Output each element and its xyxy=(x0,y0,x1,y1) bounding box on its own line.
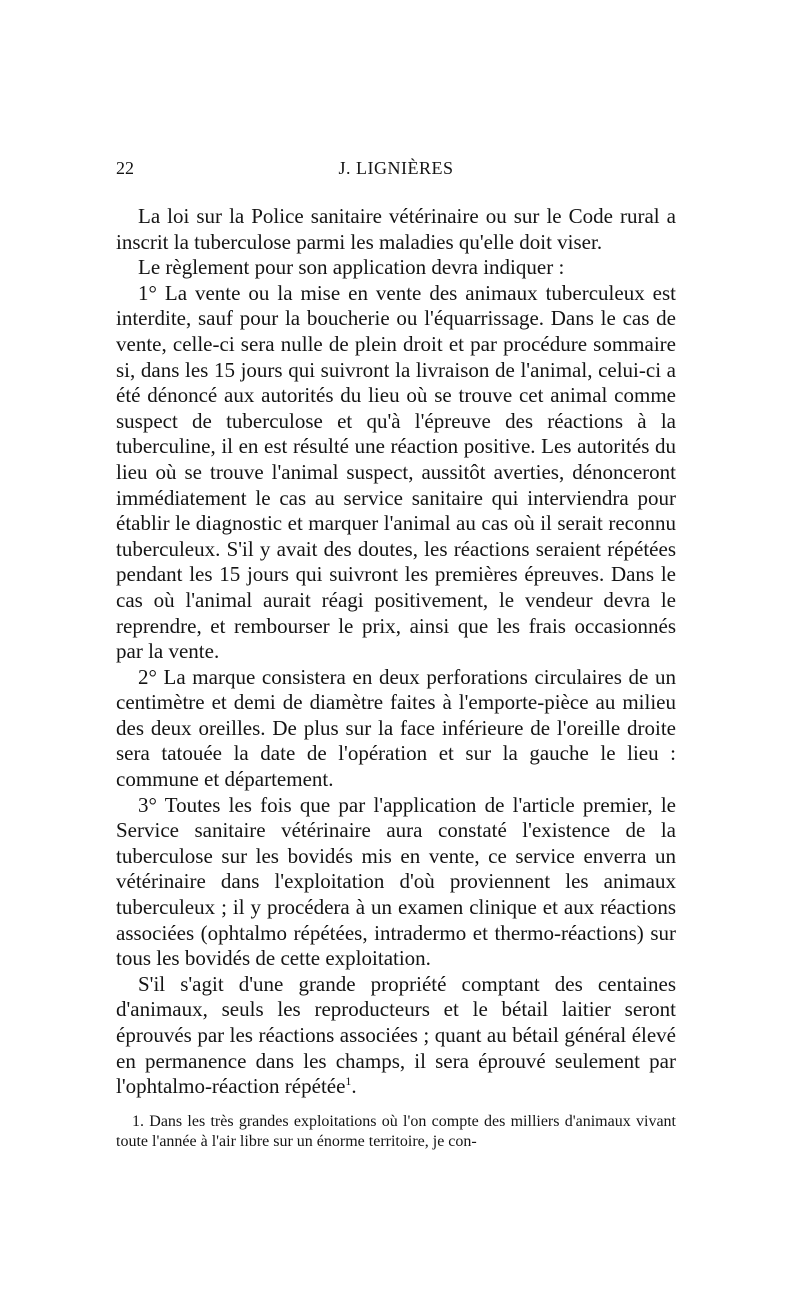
footnote xyxy=(116,1112,676,1152)
body-text xyxy=(116,204,676,1100)
running-header xyxy=(116,158,676,180)
paragraph-grande-propriete-end: . xyxy=(351,1074,357,1099)
footnote-reference: 1 xyxy=(345,1074,352,1089)
paragraph-grande-propriete xyxy=(116,972,676,1100)
paragraph-reglement: Le règlement pour son application devra indiquer : xyxy=(138,255,565,280)
running-title: J. LIGNIÈRES xyxy=(338,158,454,178)
paragraph-article-2: 2° La marque consistera en deux perforations circulaires de un centimètre et demi de diamètre faites à l'emporte-pièce au milieu des deux oreilles. De plus sur la face inférieure de l'oreille droite sera tatouée la date de l'opération et sur la gauche le lieu : commune et département. xyxy=(116,664,676,792)
paragraph-grande-propriete-text: S'il s'agit d'une grande propriété comptant des centaines d'animaux, seuls les reproducteurs et le bétail laitier seront éprouvés par les réactions associées ; quant au bétail général élevé en permanence dans les champs, il sera éprouvé seulement par l'ophtalmo-réaction répétée xyxy=(116,971,676,1099)
footnote-text: 1. Dans les très grandes exploitations où l'on compte des milliers d'animaux vivant toute l'année à l'air libre sur un énorme territoire, je con- xyxy=(116,1113,676,1150)
paragraph-police-sanitaire: La loi sur la Police sanitaire vétérinaire ou sur le Code rural a inscrit la tuberculose parmi les maladies qu'elle doit viser. xyxy=(116,204,676,254)
paragraph-article-3: 3° Toutes les fois que par l'application de l'article premier, le Service sanitaire vétérinaire aura constaté l'existence de la tuberculose sur les bovidés mis en vente, ce service enverra un vétérinaire dans l'exploitation d'où proviennent les animaux tuberculeux ; il y procédera à un examen clinique et aux réactions associées (ophtalmo répétées, intradermo et thermo-réactions) sur tous les bovidés de cette exploitation. xyxy=(116,792,676,971)
paragraph-article-1: 1° La vente ou la mise en vente des animaux tuberculeux est interdite, sauf pour la boucherie ou l'équarrissage. Dans le cas de vente, celle-ci sera nulle de plein droit et par procédure sommaire si, dans les 15 jours qui suivront la livraison de l'animal, celui-ci a été dénoncé aux autorités du lieu où se trouve cet animal comme suspect de tuberculose et qu'à l'épreuve des réactions à la tuberculine, il en est résulté une réaction positive. Les autorités du lieu où se trouve l'animal suspect, aussitôt averties, dénonceront immédiatement le cas au service sanitaire qui interviendra pour établir le diagnostic et marquer l'animal au cas où il serait reconnu tuberculeux. S'il y avait des doutes, les réactions seraient répétées pendant les 15 jours qui suivront les premières épreuves. Dans le cas où l'animal aurait réagi positivement, le vendeur devra le reprendre, et rembourser le prix, ainsi que les frais occasionnés par la vente. xyxy=(116,280,676,664)
page-number: 22 xyxy=(116,158,134,178)
